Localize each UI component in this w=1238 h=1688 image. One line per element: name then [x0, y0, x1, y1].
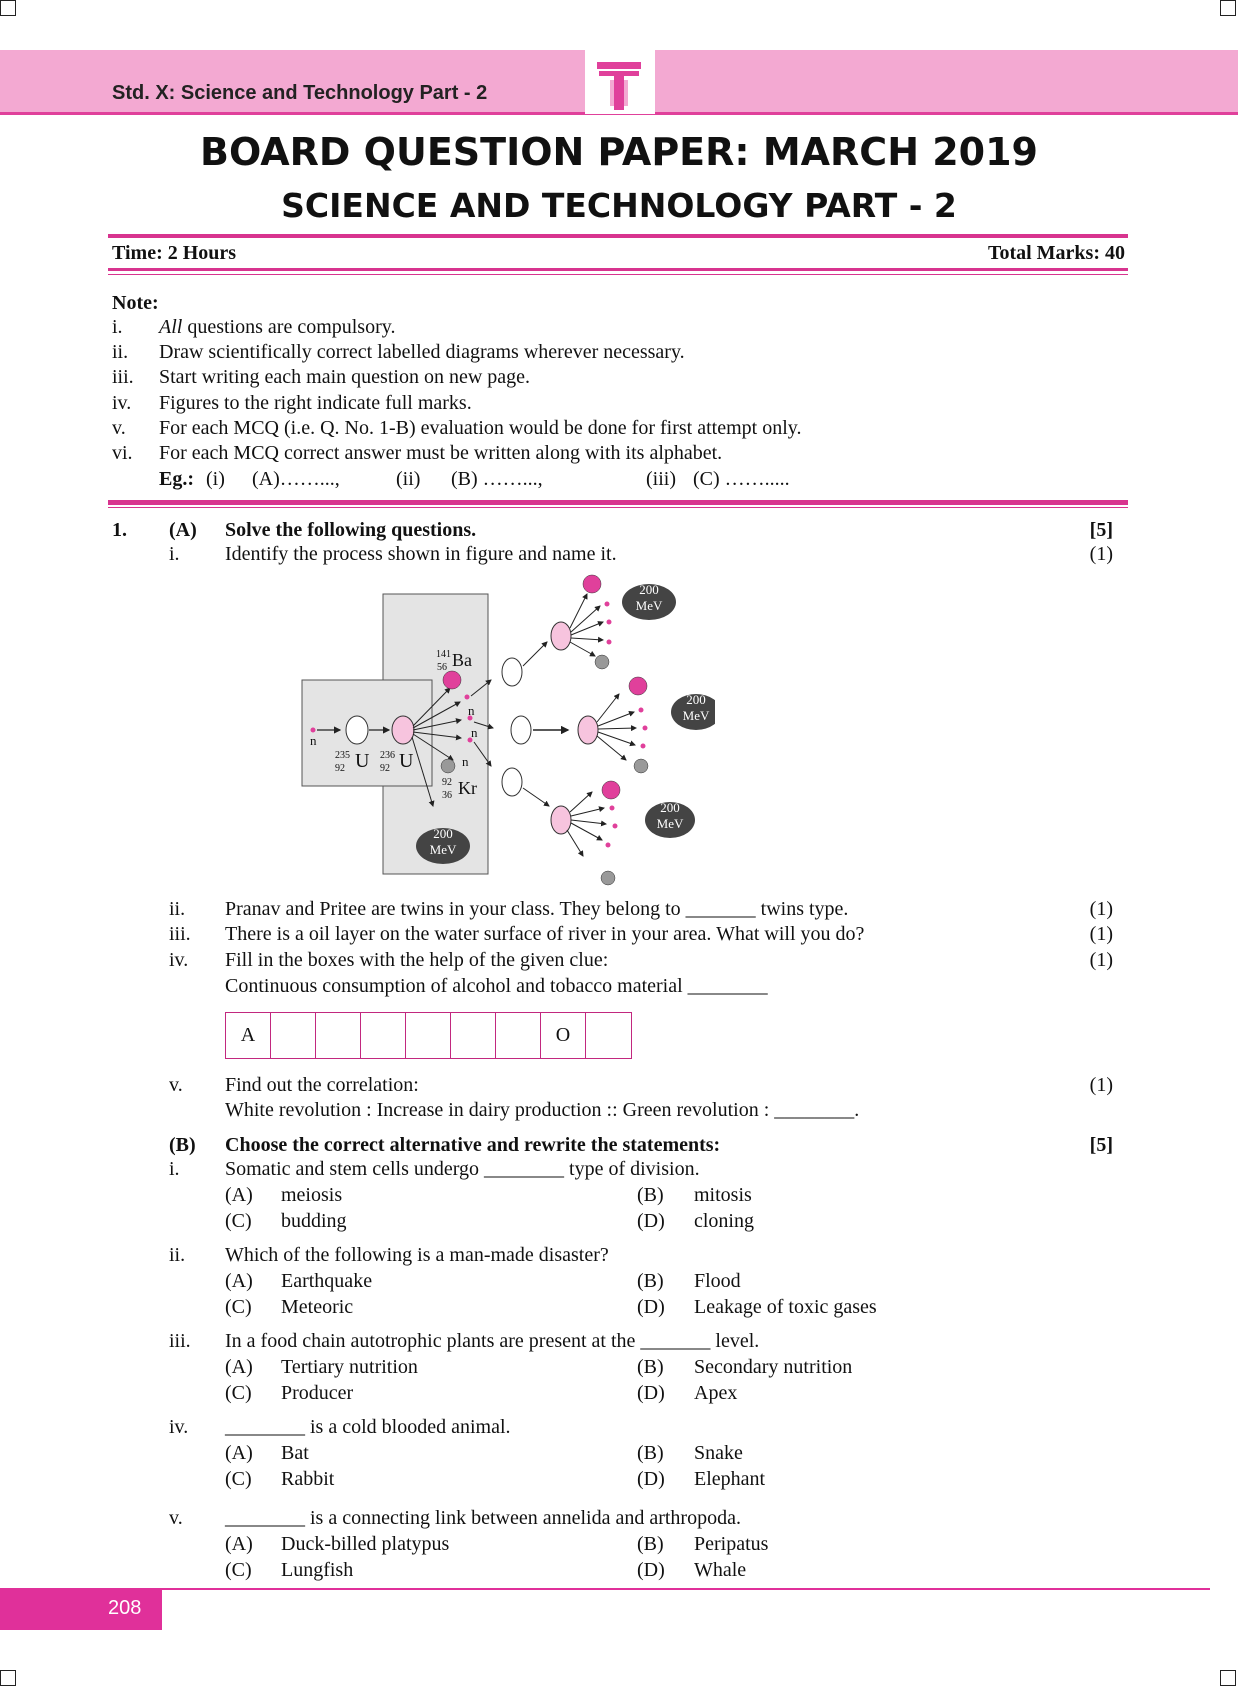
- u236-mass: 236: [380, 750, 395, 761]
- letter-box: [316, 1013, 361, 1058]
- letter-boxes: [225, 1012, 632, 1059]
- neutron-label: n: [468, 703, 475, 718]
- note-num: iv.: [112, 392, 132, 414]
- mcq-option-letter: (A): [225, 1533, 253, 1555]
- ba-mass: 141: [436, 649, 451, 660]
- letter-box: [496, 1013, 541, 1058]
- footer-rule: [162, 1588, 1210, 1590]
- mcq-option-letter: (C): [225, 1210, 252, 1232]
- energy-label: 200 MeV: [635, 582, 663, 613]
- mcq-option-letter: (C): [225, 1559, 252, 1581]
- mcq-option-text: Tertiary nutrition: [281, 1356, 418, 1378]
- note-heading: Note:: [112, 292, 159, 314]
- letter-box: A: [226, 1013, 271, 1058]
- mcq-num: ii.: [169, 1244, 186, 1266]
- total-marks-label: Total Marks: 40: [987, 242, 1125, 264]
- paper-subtitle: SCIENCE AND TECHNOLOGY PART - 2: [281, 186, 957, 225]
- mcq-option-text: budding: [281, 1210, 347, 1232]
- meta-rule-2: [108, 274, 1128, 275]
- mcq-option-text: mitosis: [694, 1184, 752, 1206]
- mcq-option-letter: (B): [637, 1184, 664, 1206]
- mcq-option-letter: (C): [225, 1296, 252, 1318]
- letter-box: [271, 1013, 316, 1058]
- item-marks: (1): [1089, 949, 1113, 971]
- mcq-option-text: Meteoric: [281, 1296, 354, 1318]
- letter-box: [586, 1013, 631, 1058]
- note-num: ii.: [112, 341, 129, 363]
- mcq-option-letter: (A): [225, 1184, 253, 1206]
- item-num: v.: [169, 1074, 183, 1096]
- item-text: Find out the correlation:: [225, 1074, 419, 1096]
- kr-z: 36: [442, 790, 452, 801]
- section-a-label: (A): [169, 519, 197, 541]
- mcq-option-text: Secondary nutrition: [694, 1356, 853, 1378]
- mcq-option-text: Rabbit: [281, 1468, 335, 1490]
- mcq-option-letter: (C): [225, 1382, 252, 1404]
- crop-mark-bottom-left: [0, 1670, 16, 1686]
- mcq-num: iii.: [169, 1330, 191, 1352]
- mcq-question: ________ is a cold blooded animal.: [225, 1416, 511, 1438]
- mcq-option-letter: (D): [637, 1382, 665, 1404]
- section-a-marks: [5]: [1089, 519, 1113, 541]
- mcq-option-text: Duck-billed platypus: [281, 1533, 450, 1555]
- note-num: iii.: [112, 366, 134, 388]
- mcq-option-letter: (A): [225, 1356, 253, 1378]
- mcq-num: i.: [169, 1158, 180, 1180]
- mcq-option-letter: (D): [637, 1296, 665, 1318]
- mcq-option-text: Lungfish: [281, 1559, 354, 1581]
- letter-box: O: [541, 1013, 586, 1058]
- crop-mark-bottom-right: [1220, 1670, 1236, 1686]
- note-text: All questions are compulsory.: [159, 316, 396, 338]
- letter-box: [361, 1013, 406, 1058]
- mcq-option-letter: (C): [225, 1468, 252, 1490]
- mcq-option-text: Apex: [694, 1382, 738, 1404]
- section-a-title: Solve the following questions.: [225, 519, 477, 541]
- u235-z: 92: [335, 763, 345, 774]
- u236-z: 92: [380, 763, 390, 774]
- energy-label: 200 MeV: [656, 800, 684, 831]
- ba-z: 56: [437, 662, 447, 673]
- item-text-line2: Continuous consumption of alcohol and tobacco material ________: [225, 975, 768, 997]
- section-b-label: (B): [169, 1134, 196, 1156]
- item-text: Identify the process shown in figure and name it.: [225, 543, 617, 565]
- item-marks: (1): [1089, 543, 1113, 565]
- letter-box: [451, 1013, 496, 1058]
- example-part: (iii): [646, 468, 676, 490]
- neutron-label: n: [462, 754, 469, 769]
- figure-labels: [295, 570, 715, 890]
- item-text: Fill in the boxes with the help of the given clue:: [225, 949, 609, 971]
- mcq-option-letter: (B): [637, 1356, 664, 1378]
- note-separator-thin: [108, 507, 1128, 508]
- mcq-option-text: Bat: [281, 1442, 309, 1464]
- question-number: 1.: [112, 519, 127, 541]
- paper-title: BOARD QUESTION PAPER: MARCH 2019: [199, 130, 1038, 174]
- meta-rule-1: [108, 268, 1128, 271]
- mcq-option-letter: (D): [637, 1468, 665, 1490]
- mcq-option-letter: (D): [637, 1210, 665, 1232]
- u235-mass: 235: [335, 750, 350, 761]
- mcq-option-letter: (B): [637, 1270, 664, 1292]
- note-num: i.: [112, 316, 123, 338]
- example-part: (i): [206, 468, 225, 490]
- mcq-num: iv.: [169, 1416, 189, 1438]
- mcq-question: Which of the following is a man-made disaster?: [225, 1244, 609, 1266]
- section-b-title: Choose the correct alternative and rewrite the statements:: [225, 1134, 721, 1156]
- note-text: Figures to the right indicate full marks.: [159, 392, 472, 414]
- example-label: Eg.:: [159, 468, 194, 490]
- top-rule: [108, 234, 1128, 238]
- note-separator: [108, 500, 1128, 505]
- item-text-line2: White revolution : Increase in dairy production :: Green revolution : ________.: [225, 1099, 860, 1121]
- item-marks: (1): [1089, 898, 1113, 920]
- page-number-box: [0, 1588, 162, 1630]
- mcq-option-text: cloning: [694, 1210, 754, 1232]
- note-text: For each MCQ correct answer must be written along with its alphabet.: [159, 442, 723, 464]
- note-text: Draw scientifically correct labelled diagrams wherever necessary.: [159, 341, 685, 363]
- section-b-marks: [5]: [1089, 1134, 1113, 1156]
- mcq-option-letter: (A): [225, 1270, 253, 1292]
- example-part: (C) …….....: [693, 468, 790, 490]
- mcq-num: v.: [169, 1507, 183, 1529]
- mcq-option-text: Flood: [694, 1270, 741, 1292]
- example-part: (B) ……...,: [451, 468, 543, 490]
- mcq-option-text: Elephant: [694, 1468, 766, 1490]
- header-title: Std. X: Science and Technology Part - 2: [112, 82, 488, 104]
- neutron-label: n: [310, 733, 317, 748]
- item-text: Pranav and Pritee are twins in your class. They belong to _______ twins type.: [225, 898, 849, 920]
- item-marks: (1): [1089, 923, 1113, 945]
- mcq-question: In a food chain autotrophic plants are present at the _______ level.: [225, 1330, 760, 1352]
- note-num: v.: [112, 417, 126, 439]
- item-marks: (1): [1089, 1074, 1113, 1096]
- mcq-option-text: meiosis: [281, 1184, 343, 1206]
- energy-label: 200 MeV: [429, 826, 457, 857]
- note-num: vi.: [112, 442, 133, 464]
- item-num: iii.: [169, 923, 191, 945]
- item-num: iv.: [169, 949, 189, 971]
- kr-symbol: Kr: [458, 778, 477, 798]
- neutron-label: n: [471, 725, 478, 740]
- mcq-option-text: Leakage of toxic gases: [694, 1296, 877, 1318]
- crop-mark-top-right: [1220, 0, 1236, 16]
- t-logo-icon: [585, 48, 655, 114]
- item-num: ii.: [169, 898, 186, 920]
- kr-mass: 92: [442, 777, 452, 788]
- mcq-option-text: Whale: [694, 1559, 747, 1581]
- crop-mark-top-left: [0, 0, 16, 16]
- page-number: 208: [108, 1597, 142, 1619]
- mcq-option-letter: (A): [225, 1442, 253, 1464]
- example-part: (A)……...,: [252, 468, 340, 490]
- mcq-option-text: Peripatus: [694, 1533, 769, 1555]
- time-label: Time: 2 Hours: [112, 242, 237, 264]
- u236-symbol: U: [399, 750, 414, 772]
- mcq-option-letter: (D): [637, 1559, 665, 1581]
- energy-label: 200 MeV: [682, 692, 710, 723]
- note-text: Start writing each main question on new page.: [159, 366, 531, 388]
- ba-symbol: Ba: [452, 650, 472, 670]
- letter-box: [406, 1013, 451, 1058]
- publisher-logo: [585, 48, 655, 114]
- item-text: There is a oil layer on the water surface of river in your area. What will you do?: [225, 923, 865, 945]
- mcq-option-text: Snake: [694, 1442, 743, 1464]
- item-num: i.: [169, 543, 180, 565]
- u235-symbol: U: [355, 750, 370, 772]
- mcq-option-text: Earthquake: [281, 1270, 373, 1292]
- mcq-question: ________ is a connecting link between annelida and arthropoda.: [225, 1507, 741, 1529]
- note-text: For each MCQ (i.e. Q. No. 1-B) evaluation would be done for first attempt only.: [159, 417, 802, 439]
- mcq-option-letter: (B): [637, 1533, 664, 1555]
- mcq-option-text: Producer: [281, 1382, 354, 1404]
- example-part: (ii): [396, 468, 421, 490]
- mcq-question: Somatic and stem cells undergo ________ type of division.: [225, 1158, 700, 1180]
- mcq-option-letter: (B): [637, 1442, 664, 1464]
